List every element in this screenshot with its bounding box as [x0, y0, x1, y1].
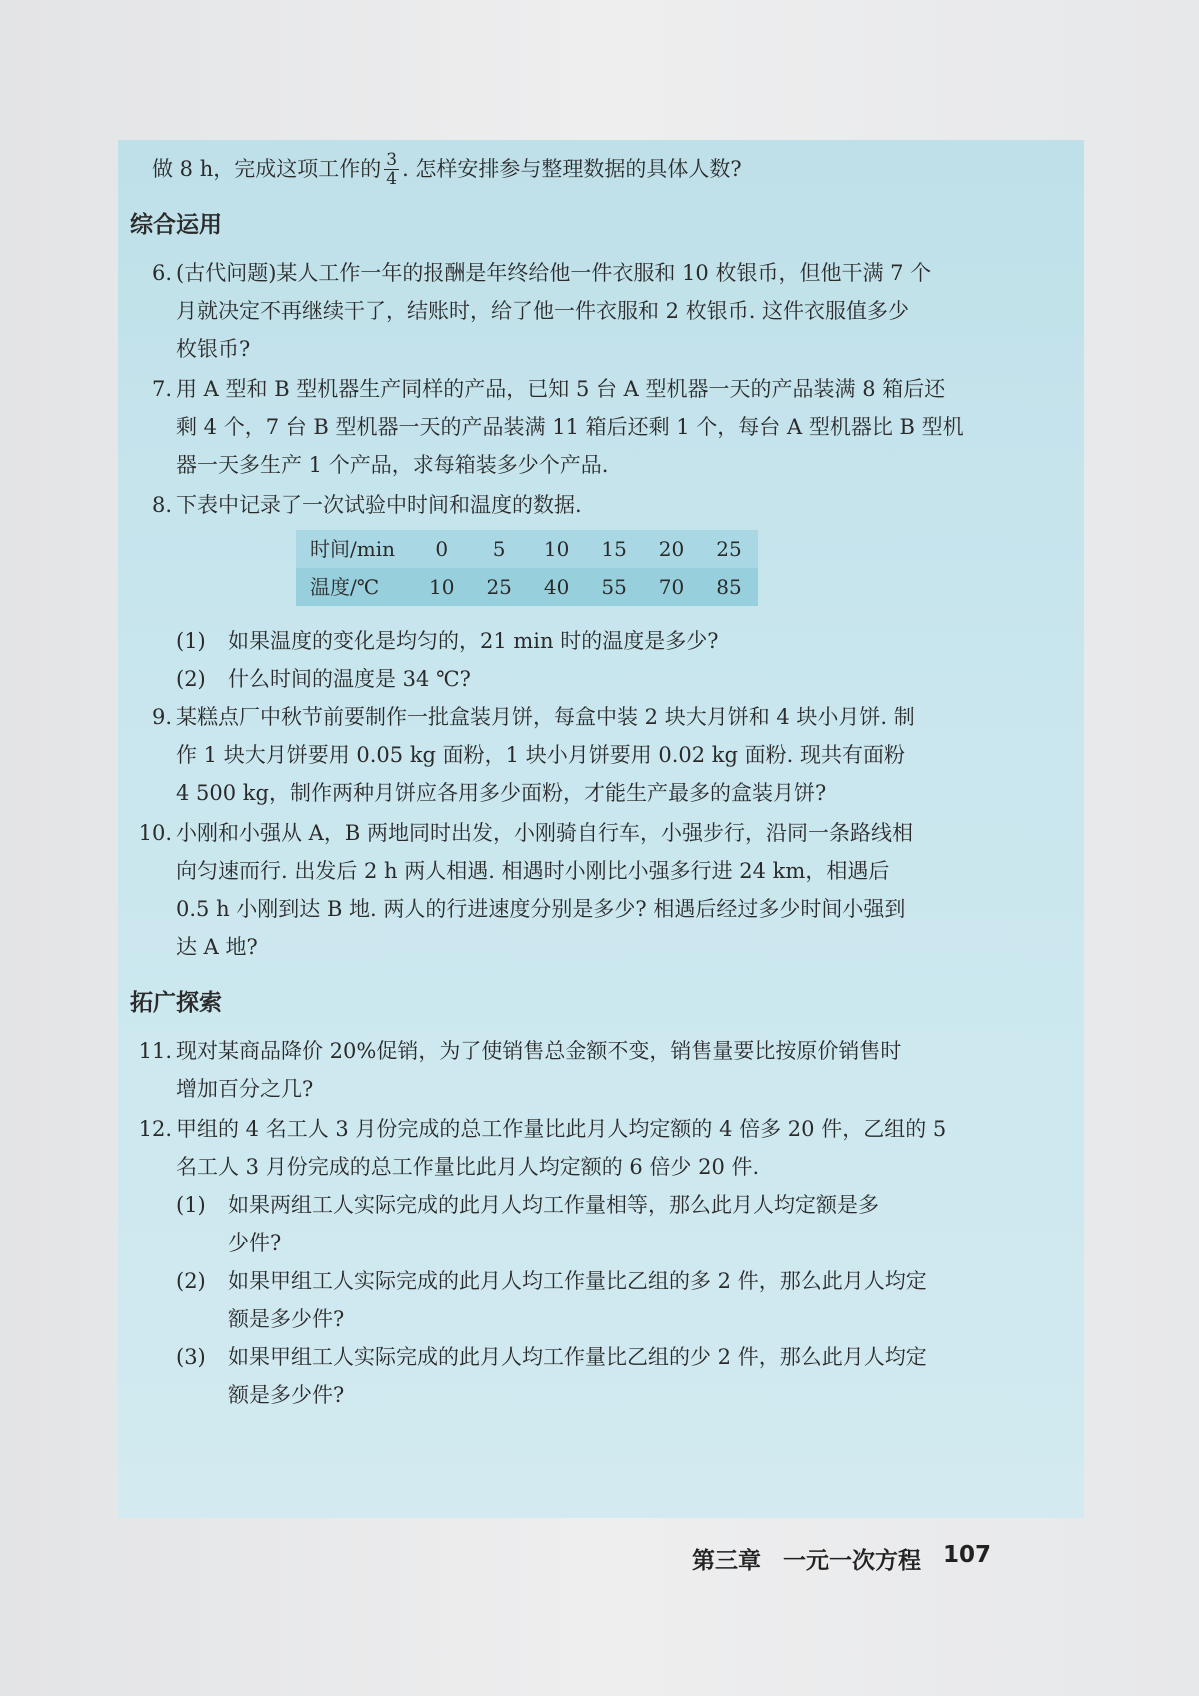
- exercise-line: 小刚和小强从 A，B 两地同时出发，小刚骑自行车，小强步行，沿同一条路线相: [176, 821, 913, 845]
- exercise-12: [130, 1110, 1070, 1414]
- part-line: 少件?: [228, 1231, 282, 1255]
- table-row-temperature: [296, 568, 758, 606]
- part-label: (1): [176, 1193, 206, 1217]
- exercise-line: (古代问题)某人工作一年的报酬是年终给他一件衣服和 10 枚银币，但他干满 7 个: [176, 261, 932, 285]
- part-line: 额是多少件?: [228, 1383, 345, 1407]
- exercise-number: 10.: [138, 821, 172, 845]
- part-line: 如果甲组工人实际完成的此月人均工作量比乙组的多 2 件，那么此月人均定: [228, 1269, 927, 1293]
- table-cell: 55: [585, 568, 642, 606]
- table-cell: 5: [470, 530, 527, 568]
- exercise-line: 月就决定不再继续干了，结账时，给了他一件衣服和 2 枚银币. 这件衣服值多少: [176, 299, 910, 323]
- fraction: [384, 151, 399, 188]
- part-label: (3): [176, 1345, 206, 1369]
- exercise-8: [130, 486, 1070, 524]
- intro-text-after: . 怎样安排参与整理数据的具体人数?: [402, 157, 742, 181]
- fraction-denominator: 4: [386, 168, 398, 189]
- exercise-9: [130, 698, 1070, 812]
- exercise-line: 甲组的 4 名工人 3 月份完成的总工作量比此月人均定额的 4 倍多 20 件，乙组的 5: [176, 1117, 947, 1141]
- part-label: (1): [176, 629, 206, 653]
- intro-line: [130, 150, 1070, 188]
- exercise-line: 4 500 kg，制作两种月饼应各用多少面粉，才能生产最多的盒装月饼?: [176, 781, 827, 805]
- table-row-time: [296, 530, 758, 568]
- part-label: (2): [176, 1269, 206, 1293]
- exercise-12-part-2: [176, 1262, 1070, 1338]
- exercise-line: 下表中记录了一次试验中时间和温度的数据.: [176, 493, 582, 517]
- exercise-8-part-2: [176, 660, 1070, 698]
- table-row-header: 温度/℃: [296, 568, 413, 606]
- time-temperature-table: [296, 530, 758, 606]
- table-cell: 15: [585, 530, 642, 568]
- table-cell: 25: [700, 530, 757, 568]
- exercise-8-part-1: [176, 622, 1070, 660]
- intro-text-before: 做 8 h，完成这项工作的: [152, 157, 382, 181]
- exercise-line: 现对某商品降价 20%促销，为了使销售总金额不变，销售量要比按原价销售时: [176, 1039, 902, 1063]
- page-footer: [692, 1542, 991, 1575]
- chapter-title: 一元一次方程: [782, 1548, 921, 1574]
- exercise-content: [130, 150, 1070, 1416]
- exercise-line: 器一天多生产 1 个产品，求每箱装多少个产品.: [176, 453, 609, 477]
- exercise-line: 枚银币?: [176, 337, 251, 361]
- table-row-header: 时间/min: [296, 530, 413, 568]
- exercise-6: [130, 254, 1070, 368]
- table-cell: 10: [413, 568, 470, 606]
- section-heading-explore: 拓广探索: [130, 990, 222, 1016]
- exercise-line: 剩 4 个，7 台 B 型机器一天的产品装满 11 箱后还剩 1 个，每台 A 型机器比 B 型机: [176, 415, 964, 439]
- part-line: 额是多少件?: [228, 1307, 345, 1331]
- table-cell: 0: [413, 530, 470, 568]
- fraction-numerator: 3: [386, 149, 398, 170]
- exercise-line: 达 A 地?: [176, 935, 258, 959]
- part-text: 什么时间的温度是 34 ℃?: [228, 667, 471, 691]
- exercise-line: 名工人 3 月份完成的总工作量比此月人均定额的 6 倍少 20 件.: [176, 1155, 760, 1179]
- exercise-line: 向匀速而行. 出发后 2 h 两人相遇. 相遇时小刚比小强多行进 24 km，相遇后: [176, 859, 890, 883]
- page-number: 107: [942, 1542, 991, 1568]
- exercise-number: 12.: [138, 1117, 172, 1141]
- table-cell: 25: [470, 568, 527, 606]
- table-cell: 70: [643, 568, 700, 606]
- exercise-number: 6.: [151, 261, 172, 285]
- exercise-number: 11.: [138, 1039, 172, 1063]
- exercise-11: [130, 1032, 1070, 1108]
- table-cell: 40: [528, 568, 585, 606]
- exercise-line: 某糕点厂中秋节前要制作一批盒装月饼，每盒中装 2 块大月饼和 4 块小月饼. 制: [176, 705, 915, 729]
- section-heading-comprehensive: 综合运用: [130, 212, 222, 238]
- part-line: 如果两组工人实际完成的此月人均工作量相等，那么此月人均定额是多: [228, 1193, 879, 1217]
- table-cell: 20: [643, 530, 700, 568]
- exercise-line: 0.5 h 小刚到达 B 地. 两人的行进速度分别是多少? 相遇后经过多少时间小强到: [176, 897, 906, 921]
- exercise-10: [130, 814, 1070, 966]
- part-text: 如果温度的变化是均匀的，21 min 时的温度是多少?: [228, 629, 719, 653]
- exercise-number: 9.: [151, 705, 172, 729]
- exercise-number: 7.: [151, 377, 172, 401]
- exercise-line: 作 1 块大月饼要用 0.05 kg 面粉，1 块小月饼要用 0.02 kg 面粉. 现共有面粉: [176, 743, 905, 767]
- exercise-12-part-1: [176, 1186, 1070, 1262]
- chapter-label: 第三章: [691, 1548, 761, 1574]
- table-cell: 85: [700, 568, 757, 606]
- exercise-number: 8.: [151, 493, 172, 517]
- part-label: (2): [176, 667, 206, 691]
- exercise-7: [130, 370, 1070, 484]
- part-line: 如果甲组工人实际完成的此月人均工作量比乙组的少 2 件，那么此月人均定: [228, 1345, 927, 1369]
- table-cell: 10: [528, 530, 585, 568]
- exercise-line: 用 A 型和 B 型机器生产同样的产品，已知 5 台 A 型机器一天的产品装满 8 箱后还: [176, 377, 946, 401]
- exercise-12-part-3: [176, 1338, 1070, 1414]
- exercise-line: 增加百分之几?: [176, 1077, 314, 1101]
